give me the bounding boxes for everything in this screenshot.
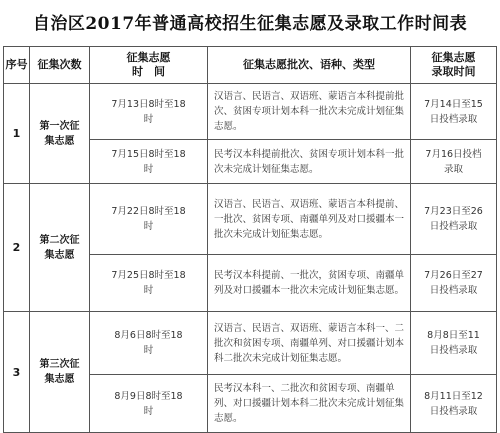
open-time-cell: 8月6日8时至18 时 bbox=[90, 312, 208, 375]
batch-cell: 汉语言、民语言、双语班、蒙语言本科提前、一批次、贫困专项、南疆单列及对口援疆本一批次未完成计划征集志愿。 bbox=[208, 184, 411, 255]
open-time-cell: 8月9日8时至18 时 bbox=[90, 375, 208, 433]
page-title: 自治区2017年普通高校招生征集志愿及录取工作时间表 bbox=[32, 13, 468, 34]
table-row bbox=[4, 184, 497, 255]
batch-cell: 民考汉本科提前批次、贫困专项计划本科一批次未完成计划征集志愿。 bbox=[208, 140, 411, 184]
schedule-table bbox=[3, 46, 497, 433]
table-row bbox=[4, 312, 497, 375]
header-batch: 征集志愿批次、语种、类型 bbox=[208, 47, 411, 84]
batch-cell: 民考汉本科一、二批次和贫困专项、南疆单列、对口援疆计划本科二批次未完成计划征集志愿。 bbox=[208, 375, 411, 433]
batch-cell: 民考汉本科提前、一批次，贫困专项、南疆单列及对口援疆本一批次未完成计划征集志愿。 bbox=[208, 255, 411, 312]
admit-time-cell: 7月23日至26 日投档录取 bbox=[411, 184, 497, 255]
admit-time-cell: 7月26日至27 日投档录取 bbox=[411, 255, 497, 312]
open-time-cell: 7月15日8时至18 时 bbox=[90, 140, 208, 184]
header-admit-time: 征集志愿 录取时间 bbox=[411, 47, 497, 84]
admit-time-cell: 7月16日投档 录取 bbox=[411, 140, 497, 184]
seq-cell: 1 bbox=[4, 84, 30, 184]
header-row bbox=[4, 47, 497, 84]
header-times: 征集次数 bbox=[30, 47, 90, 84]
header-seq: 序号 bbox=[4, 47, 30, 84]
header-open-time: 征集志愿 时 间 bbox=[90, 47, 208, 84]
admit-time-cell: 8月11日至12 日投档录取 bbox=[411, 375, 497, 433]
admit-time-cell: 7月14日至15 日投档录取 bbox=[411, 84, 497, 140]
table-row bbox=[4, 84, 497, 140]
seq-cell: 2 bbox=[4, 184, 30, 312]
open-time-cell: 7月25日8时至18 时 bbox=[90, 255, 208, 312]
round-name-cell: 第二次征 集志愿 bbox=[30, 184, 90, 312]
batch-cell: 汉语言、民语言、双语班、蒙语言本科一、二批次和贫困专项、南疆单列、对口援疆计划本科二批次未完成计划征集志愿。 bbox=[208, 312, 411, 375]
open-time-cell: 7月13日8时至18 时 bbox=[90, 84, 208, 140]
batch-cell: 汉语言、民语言、双语班、蒙语言本科提前批次、贫困专项计划本科一批次未完成计划征集志愿。 bbox=[208, 84, 411, 140]
round-name-cell: 第一次征 集志愿 bbox=[30, 84, 90, 184]
round-name-cell: 第三次征 集志愿 bbox=[30, 312, 90, 433]
seq-cell: 3 bbox=[4, 312, 30, 433]
open-time-cell: 7月22日8时至18 时 bbox=[90, 184, 208, 255]
admit-time-cell: 8月8日至11 日投档录取 bbox=[411, 312, 497, 375]
